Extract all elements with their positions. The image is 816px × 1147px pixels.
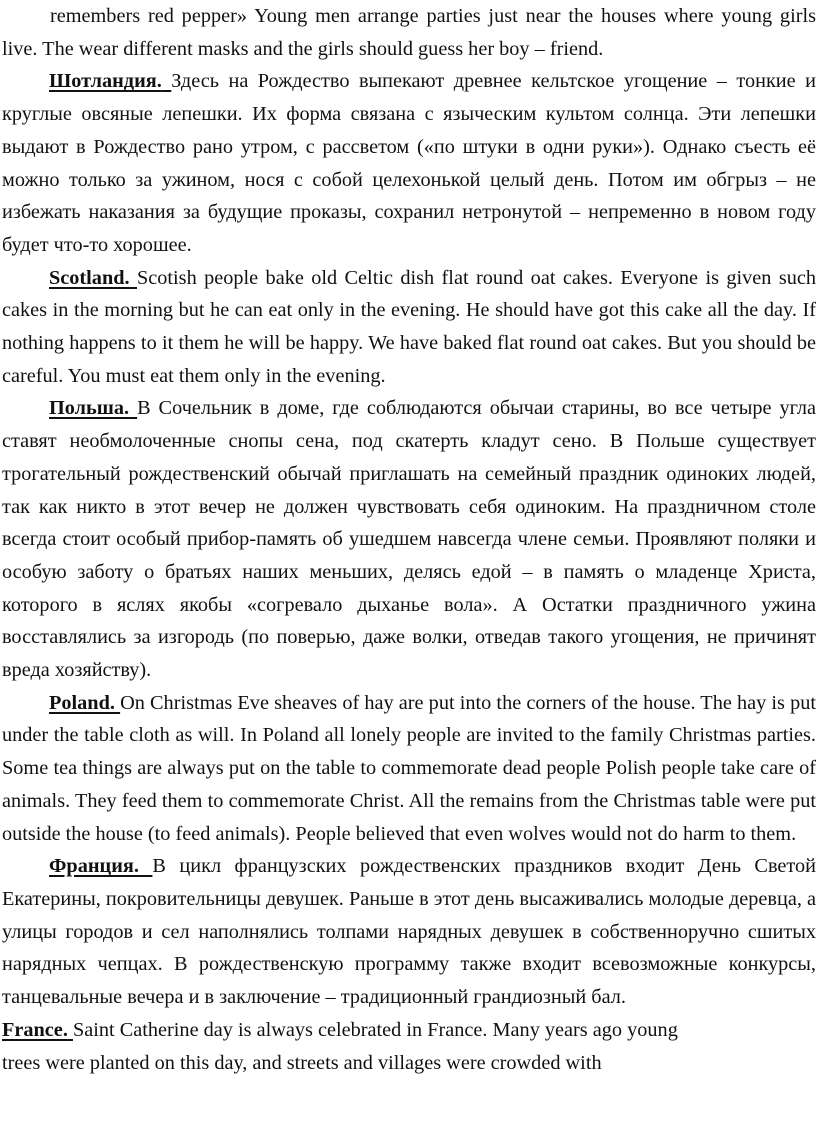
paragraph-text: remembers red pepper» Young men arrange parties just near the houses where young girls live. The wear different masks and the girls should guess her boy – friend. [2,5,816,60]
section-heading-scotland-en: Scotland. [49,266,130,289]
paragraph-line [2,1014,816,1047]
section-heading-poland-en: Poland. [49,691,115,714]
paragraph-text: Scotish people bake old Celtic dish flat round oat cakes. Everyone is given such cakes in the morning but he can eat only in the evening. He should have got this cake all the day. If nothing happens to it them he will be happy. We have baked flat round oat cakes. But you should be careful. You must eat them only in the evening. [2,266,816,387]
paragraph-france-en [0,1014,816,1079]
paragraph-text: В Сочельник в доме, где соблюдаются обычаи старины, во все четыре угла ставят необмолоченные снопы сена, под скатерть кладут сено. В Польше существует трогательный рождественский обычай приглашать на семейный праздник одиноких людей, так как никто в этот вечер не должен чувствовать себя одиноким. На праздничном столе всегда стоит особый прибор-память об ушедшем навсегда члене семьи. Проявляют поляки и особую заботу о братьях наших меньших, делясь едой – в память о младенце Христа, которого в яслях якобы «согревало дыханье вола». А Остатки праздничного ужина восставлялись за изгородь (по поверью, даже волки, отведав такого угощения, не причинят вреда хозяйству). [2,397,816,682]
section-heading-france-en: France. [2,1018,68,1041]
paragraph-intro-tail [0,0,816,65]
paragraph-line-text: trees were planted on this day, and streets and villages were crowded with [2,1051,602,1074]
section-heading-scotland-ru: Шотландия. [49,70,162,93]
paragraph-text: On Christmas Eve sheaves of hay are put into the corners of the house. The hay is put under the table cloth as will. In Poland all lonely people are invited to the family Christmas parties. Some tea things are always put on the table to commemorate dead people Polish people take care of animals. They feed them to commemorate Christ. All the remains from the Christmas table were put outside the house (to feed animals). People believed that even wolves would not do harm to them. [2,691,816,845]
section-heading-poland-ru: Польша. [49,397,130,420]
paragraph-text: В цикл французских рождественских праздников входит День Светой Екатерины, покровительницы девушек. Раньше в этот день высаживались молодые деревца, а улицы городов и сел наполнялись толпами нарядных девушек в собственноручно сшитых нарядных чепцах. В рождественскую программу также входит всевозможные конкурсы, танцевальные вечера и в заключение – традиционный грандиозный бал. [2,855,816,1009]
paragraph-france-ru [0,850,816,1014]
paragraph-poland-en [0,687,816,851]
paragraph-scotland-ru [0,65,816,261]
paragraph-line-text: Saint Catherine day is always celebrated in France. Many years ago young [72,1018,678,1041]
paragraph-line [2,1047,816,1080]
paragraph-text: Здесь на Рождество выпекают древнее кельтское угощение – тонкие и круглые овсяные лепешки. Их форма связана с языческим культом солнца. Эти лепешки выдают в Рождество рано утром, с рассветом («по штуки в одни руки»). Однако съесть её можно только за ужином, нося с собой целехонькой целый день. Потом им обгрыз – не избежать наказания за будущие проказы, сохранил нетронутой – непременно в новом году будет что-то хорошее. [2,70,816,256]
paragraph-poland-ru [0,392,816,686]
section-heading-france-ru: Франция. [49,855,139,878]
paragraph-scotland-en [0,262,816,393]
